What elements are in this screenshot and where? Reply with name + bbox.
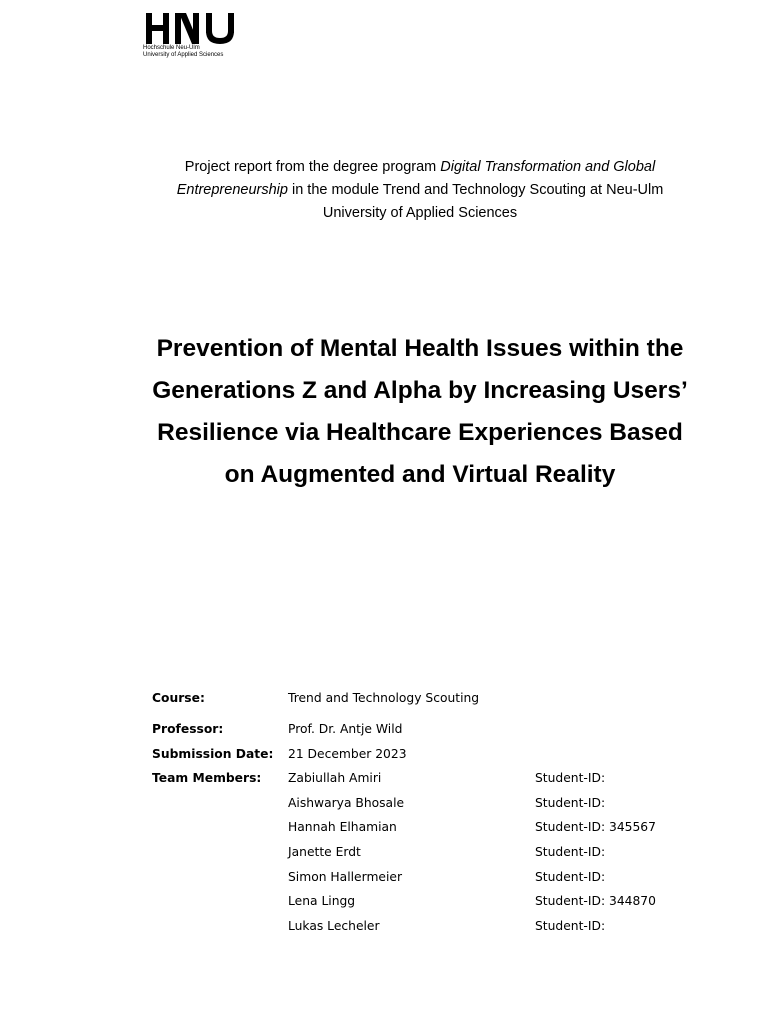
- team-member-student-id: Student-ID:: [535, 795, 606, 810]
- team-member-student-id: Student-ID: 345567: [535, 820, 656, 835]
- team-member-row: [152, 791, 672, 816]
- report-details: [152, 686, 672, 938]
- university-logo: [143, 13, 239, 61]
- degree-program-name: Digital Transformation and Global Entrepreneurship: [176, 159, 656, 198]
- team-member-row: [152, 865, 672, 890]
- team-member-student-id: Student-ID:: [535, 918, 606, 933]
- logo-university-subtitle: University of Applied Sciences: [143, 52, 224, 58]
- professor-label: Professor:: [152, 722, 224, 736]
- hnu-logo-icon: [143, 13, 236, 44]
- course-value: Trend and Technology Scouting: [288, 691, 480, 705]
- course-row: [152, 686, 672, 717]
- team-member-row: [152, 889, 672, 914]
- team-member-name: Simon Hallermeier: [288, 869, 403, 884]
- team-member-row: [152, 914, 672, 939]
- professor-row: [152, 717, 672, 742]
- team-member-name: Lena Lingg: [288, 894, 356, 909]
- team-member-row: [152, 840, 672, 865]
- team-member-name: Lukas Lecheler: [288, 918, 380, 933]
- team-member-name: Janette Erdt: [288, 844, 361, 859]
- team-member-student-id: Student-ID:: [535, 844, 606, 859]
- project-report-intro: [145, 156, 695, 225]
- submission-date-value: 21 December 2023: [288, 746, 407, 761]
- team-member-name: Aishwarya Bhosale: [288, 795, 405, 810]
- report-title: Prevention of Mental Health Issues within the Generations Z and Alpha by Increasing Users’ Resilience via Healthcare Experiences Based on Augmented and Virtual Reality: [152, 335, 688, 488]
- submission-date-label: Submission Date:: [152, 746, 274, 761]
- team-member-name: Hannah Elhamian: [288, 820, 397, 835]
- team-member-row: [152, 766, 672, 791]
- team-member-student-id: Student-ID:: [535, 869, 606, 884]
- professor-value: Prof. Dr. Antje Wild: [288, 722, 403, 736]
- intro-text-start: Project report from the degree program: [184, 159, 441, 175]
- team-members-label: Team Members:: [152, 771, 262, 786]
- team-member-student-id: Student-ID: 344870: [535, 894, 656, 909]
- team-member-row: [152, 815, 672, 840]
- submission-date-row: [152, 742, 672, 767]
- course-label: Course:: [152, 691, 205, 705]
- team-member-name: Zabiullah Amiri: [288, 771, 382, 786]
- intro-text-end: in the module Trend and Technology Scouting at Neu-Ulm University of Applied Sciences: [287, 182, 664, 221]
- team-member-student-id: Student-ID:: [535, 771, 606, 786]
- logo-university-name: Hochschule Neu-Ulm: [143, 45, 200, 51]
